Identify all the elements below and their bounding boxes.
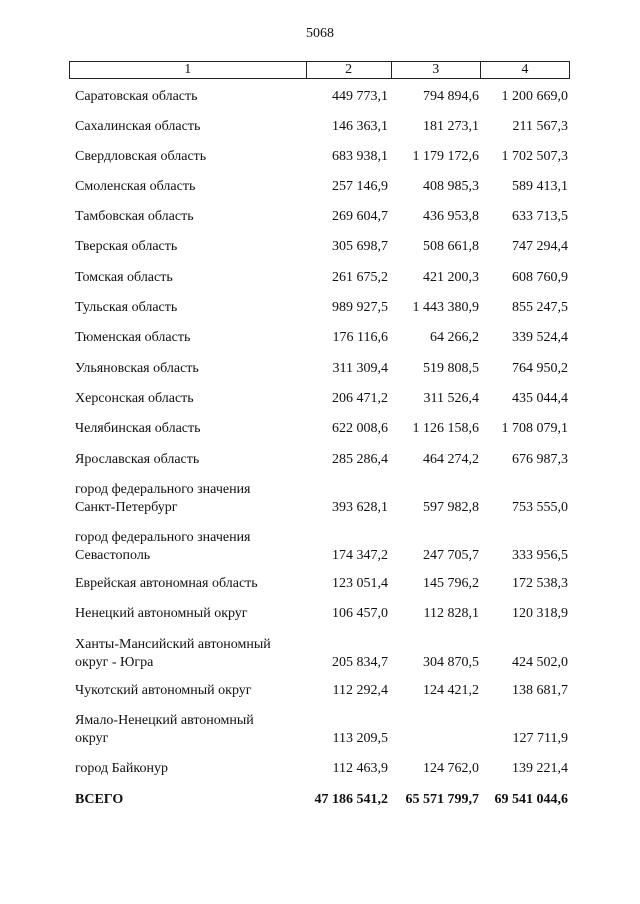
value-col-4: 139 221,4 xyxy=(512,761,568,776)
value-col-2: 989 927,5 xyxy=(332,300,388,315)
region-name: Тверская область xyxy=(75,239,178,254)
region-name: Томская область xyxy=(75,270,173,285)
value-col-2: 146 363,1 xyxy=(332,119,388,134)
value-col-3: 1 179 172,6 xyxy=(412,149,479,164)
value-col-4: 1 708 079,1 xyxy=(501,421,568,436)
value-col-3: 65 571 799,7 xyxy=(405,792,479,807)
value-col-2: 47 186 541,2 xyxy=(314,792,388,807)
value-col-4: 608 760,9 xyxy=(512,270,568,285)
region-name: Херсонская область xyxy=(75,391,194,406)
column-header-1: 1 xyxy=(70,62,307,79)
value-col-4: 424 502,0 xyxy=(512,655,568,670)
region-name: Смоленская область xyxy=(75,179,196,194)
value-col-4: 633 713,5 xyxy=(512,209,568,224)
value-col-2: 449 773,1 xyxy=(332,89,388,104)
value-col-2: 113 209,5 xyxy=(332,731,388,746)
value-col-4: 747 294,4 xyxy=(512,239,568,254)
value-col-4: 435 044,4 xyxy=(512,391,568,406)
value-col-2: 311 309,4 xyxy=(332,361,388,376)
value-col-2: 261 675,2 xyxy=(332,270,388,285)
value-col-3: 145 796,2 xyxy=(423,576,479,591)
value-col-3: 519 808,5 xyxy=(423,361,479,376)
value-col-2: 174 347,2 xyxy=(332,548,388,563)
region-name: Ульяновская область xyxy=(75,361,199,376)
value-col-4: 127 711,9 xyxy=(512,731,568,746)
region-name: Ямало-Ненецкий автономный округ xyxy=(75,713,254,746)
value-col-2: 257 146,9 xyxy=(332,179,388,194)
value-col-4: 333 956,5 xyxy=(512,548,568,563)
value-col-4: 1 200 669,0 xyxy=(501,89,568,104)
region-name: Еврейская автономная область xyxy=(75,576,258,591)
region-name: Чукотский автономный округ xyxy=(75,683,252,698)
value-col-3: 304 870,5 xyxy=(423,655,479,670)
value-col-3: 1 443 380,9 xyxy=(412,300,479,315)
region-name: Свердловская область xyxy=(75,149,207,164)
value-col-2: 269 604,7 xyxy=(332,209,388,224)
value-col-4: 589 413,1 xyxy=(512,179,568,194)
value-col-3: 436 953,8 xyxy=(423,209,479,224)
region-name: город федерального значения Севастополь xyxy=(75,530,251,563)
region-name: Ненецкий автономный округ xyxy=(75,606,248,621)
value-col-3: 311 526,4 xyxy=(423,391,479,406)
column-header-3: 3 xyxy=(391,62,480,79)
value-col-4: 69 541 044,6 xyxy=(494,792,568,807)
value-col-3: 124 762,0 xyxy=(423,761,479,776)
value-col-2: 106 457,0 xyxy=(332,606,388,621)
value-col-3: 794 894,6 xyxy=(423,89,479,104)
value-col-2: 393 628,1 xyxy=(332,500,388,515)
value-col-4: 855 247,5 xyxy=(512,300,568,315)
page-number: 5068 xyxy=(306,26,334,41)
value-col-3: 64 266,2 xyxy=(430,330,479,345)
value-col-4: 764 950,2 xyxy=(512,361,568,376)
column-header-2: 2 xyxy=(306,62,391,79)
region-name: Сахалинская область xyxy=(75,119,201,134)
region-name: город Байконур xyxy=(75,761,168,776)
value-col-4: 211 567,3 xyxy=(512,119,568,134)
value-col-2: 285 286,4 xyxy=(332,452,388,467)
value-col-3: 124 421,2 xyxy=(423,683,479,698)
value-col-3: 508 661,8 xyxy=(423,239,479,254)
value-col-2: 683 938,1 xyxy=(332,149,388,164)
value-col-4: 753 555,0 xyxy=(512,500,568,515)
value-col-4: 138 681,7 xyxy=(512,683,568,698)
value-col-2: 305 698,7 xyxy=(332,239,388,254)
region-name: город федерального значения Санкт-Петербург xyxy=(75,482,251,515)
value-col-2: 112 292,4 xyxy=(332,683,388,698)
value-col-2: 205 834,7 xyxy=(332,655,388,670)
column-header-4: 4 xyxy=(480,62,569,79)
region-name: Челябинская область xyxy=(75,421,201,436)
value-col-3: 112 828,1 xyxy=(423,606,479,621)
region-name: Ярославская область xyxy=(75,452,200,467)
value-col-3: 597 982,8 xyxy=(423,500,479,515)
value-col-4: 676 987,3 xyxy=(512,452,568,467)
value-col-2: 112 463,9 xyxy=(332,761,388,776)
value-col-4: 120 318,9 xyxy=(512,606,568,621)
value-col-3: 1 126 158,6 xyxy=(412,421,479,436)
region-name: Тульская область xyxy=(75,300,178,315)
value-col-3: 247 705,7 xyxy=(423,548,479,563)
value-col-2: 176 116,6 xyxy=(332,330,388,345)
value-col-4: 339 524,4 xyxy=(512,330,568,345)
region-name: Тюменская область xyxy=(75,330,191,345)
region-name: Тамбовская область xyxy=(75,209,194,224)
value-col-3: 421 200,3 xyxy=(423,270,479,285)
value-col-2: 123 051,4 xyxy=(332,576,388,591)
value-col-4: 1 702 507,3 xyxy=(501,149,568,164)
value-col-3: 181 273,1 xyxy=(423,119,479,134)
value-col-2: 206 471,2 xyxy=(332,391,388,406)
value-col-4: 172 538,3 xyxy=(512,576,568,591)
value-col-3: 464 274,2 xyxy=(423,452,479,467)
total-label: ВСЕГО xyxy=(75,792,124,807)
region-name: Ханты-Мансийский автономный округ - Югра xyxy=(75,637,271,670)
region-name: Саратовская область xyxy=(75,89,198,104)
value-col-3: 408 985,3 xyxy=(423,179,479,194)
value-col-2: 622 008,6 xyxy=(332,421,388,436)
